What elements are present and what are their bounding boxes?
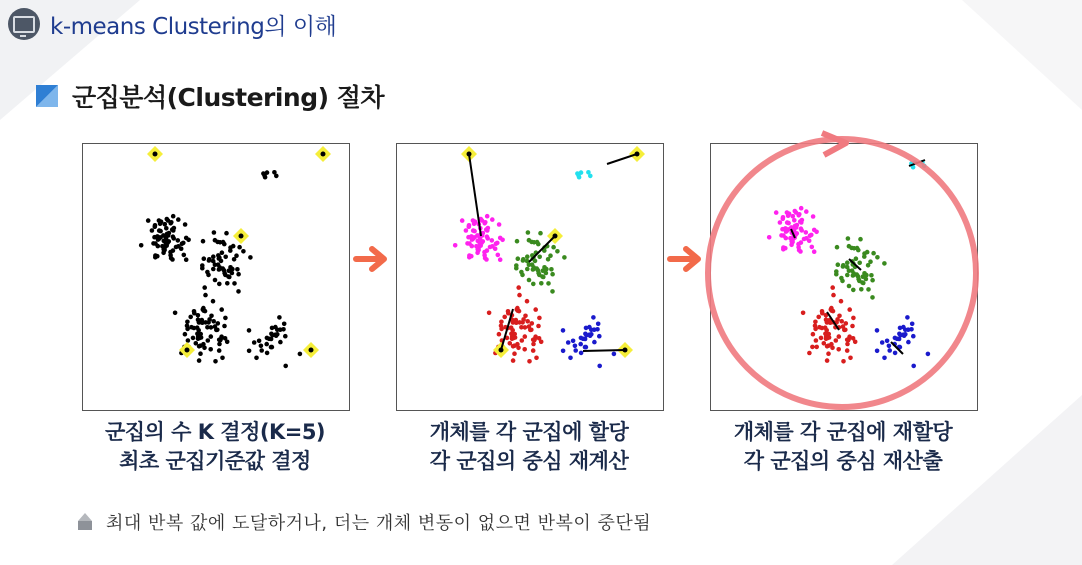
scatter-point	[511, 358, 516, 363]
scatter-point	[475, 251, 480, 256]
scatter-point	[550, 289, 555, 294]
section-title: 군집분석(Clustering) 절차	[72, 83, 385, 112]
scatter-point	[550, 272, 555, 277]
scatter-point	[532, 240, 537, 245]
scatter-point	[533, 307, 538, 312]
scatter-point	[527, 238, 532, 243]
scatter-point	[186, 338, 191, 343]
scatter-point	[236, 289, 241, 294]
scatter-point	[203, 293, 208, 298]
scatter-point	[183, 222, 188, 227]
scatter-point	[208, 347, 213, 352]
scatter-point	[239, 234, 244, 239]
scatter-point	[264, 342, 269, 347]
scatter-point	[153, 225, 158, 230]
section-heading	[36, 78, 384, 114]
scatter-point	[185, 320, 190, 325]
scatter-point	[584, 326, 589, 331]
scatter-point	[514, 263, 519, 268]
footnote-text: 최대 반복 값에 도달하거나, 더는 개체 변동이 없으면 반복이 중단됨	[106, 513, 652, 534]
scatter-point	[153, 152, 158, 157]
scatter-point	[166, 232, 171, 237]
scatter-point	[213, 324, 218, 329]
scatter-point	[498, 236, 503, 241]
scatter-point	[165, 217, 170, 222]
scatter-point	[596, 322, 601, 327]
scatter-point	[578, 342, 583, 347]
scatter-point	[188, 315, 193, 320]
scatter-point	[213, 278, 218, 283]
scatter-point	[536, 324, 541, 329]
scatter-point	[517, 293, 522, 298]
scatter-point	[217, 342, 222, 347]
scatter-point	[597, 364, 602, 369]
caption-line: 군집의 수 K 결정(K=5)	[104, 420, 326, 444]
scatter-point	[224, 231, 229, 236]
scatter-point	[211, 299, 216, 304]
scatter-point	[176, 238, 181, 243]
scatter-point	[516, 256, 521, 261]
scatter-point	[156, 244, 161, 249]
caption-line: 최초 군집기준값 결정	[119, 449, 311, 473]
scatter-point	[527, 324, 532, 329]
scatter-point	[184, 236, 189, 241]
scatter-point	[218, 337, 223, 342]
scatter-point	[531, 342, 536, 347]
scatter-point	[259, 348, 264, 353]
scatter-point	[254, 356, 259, 361]
scatter-point	[581, 337, 586, 342]
scatter-point	[277, 315, 282, 320]
scatter-point	[213, 359, 218, 364]
scatter-point	[490, 244, 495, 249]
scatter-point	[471, 228, 476, 233]
scatter-point	[587, 332, 592, 337]
scatter-point	[220, 250, 225, 255]
scatter-point	[269, 332, 274, 337]
panel-caption-3	[693, 418, 993, 476]
scatter-point	[490, 217, 495, 222]
scatter-point	[512, 343, 517, 348]
scatter-point	[185, 327, 190, 332]
scatter-point	[551, 245, 556, 250]
scatter-point	[236, 272, 241, 277]
scatter-point	[161, 251, 166, 256]
scatter-point	[482, 253, 487, 258]
scatter-point	[539, 281, 544, 286]
scatter-point	[196, 328, 201, 333]
scatter-point	[283, 334, 288, 339]
scatter-point	[194, 341, 199, 346]
scatter-point	[522, 347, 527, 352]
scatter-point	[473, 219, 478, 224]
scatter-point	[525, 267, 530, 272]
scatter-point	[192, 311, 197, 316]
scatter-point	[211, 267, 216, 272]
scatter-point	[182, 253, 187, 258]
scatter-point	[267, 337, 272, 342]
scatter-point	[219, 307, 224, 312]
scatter-point	[161, 233, 166, 238]
scatter-point	[577, 175, 582, 180]
scatter-point	[502, 315, 507, 320]
scatter-point	[499, 320, 504, 325]
scatter-point	[512, 351, 517, 356]
scatter-point	[225, 340, 230, 345]
scatter-point	[209, 334, 214, 339]
scatter-point	[546, 281, 551, 286]
scatter-point	[537, 316, 542, 321]
scatter-point	[201, 239, 206, 244]
caption-line: 각 군집의 중심 재계산	[429, 449, 629, 473]
scatter-point	[595, 327, 600, 332]
slide-header	[8, 8, 336, 40]
caption-line: 각 군집의 중심 재산출	[743, 449, 943, 473]
scatter-point	[597, 334, 602, 339]
scatter-point	[471, 237, 476, 242]
cube-bullet-icon	[76, 513, 94, 531]
scatter-point	[485, 248, 490, 253]
background-corner-top-right	[962, 0, 1082, 110]
scatter-point	[159, 219, 164, 224]
scatter-point	[514, 318, 519, 323]
scatter-point	[218, 240, 223, 245]
scatter-point	[211, 254, 216, 259]
scatter-point	[467, 225, 472, 230]
scatter-point	[139, 243, 144, 248]
scatter-point	[248, 255, 253, 260]
scatter-point	[181, 241, 186, 246]
scatter-point	[583, 332, 588, 337]
scatter-point	[497, 222, 502, 227]
scatter-point	[592, 340, 597, 345]
scatter-point	[541, 268, 546, 273]
scatter-point	[237, 245, 242, 250]
scatter-point	[508, 341, 513, 346]
scatter-point	[168, 253, 173, 258]
caption-line: 개체를 각 군집에 할당	[429, 420, 629, 444]
scatter-point	[220, 356, 225, 361]
scatter-point	[257, 339, 262, 344]
scatter-point	[270, 326, 275, 331]
scatter-point	[527, 278, 532, 283]
scatter-point	[164, 237, 169, 242]
scatter-point	[225, 281, 230, 286]
scatter-point	[475, 233, 480, 238]
scatter-point	[478, 243, 483, 248]
scatter-point	[478, 237, 483, 242]
scatter-point	[568, 356, 573, 361]
scatter-point	[506, 311, 511, 316]
scatter-point	[269, 345, 274, 350]
scatter-point	[298, 352, 303, 357]
scatter-point	[146, 218, 151, 223]
scatter-point	[203, 320, 208, 325]
scatter-point	[191, 336, 196, 341]
scatter-point	[464, 228, 469, 233]
scatter-point	[228, 248, 233, 253]
scatter-point	[222, 271, 227, 276]
scatter-point	[539, 340, 544, 345]
scatter-point	[583, 345, 588, 350]
scatter-point	[525, 319, 530, 324]
scatter-point	[183, 332, 188, 337]
scatter-point	[222, 324, 227, 329]
scatter-point	[200, 263, 205, 268]
scatter-point	[496, 253, 501, 258]
scatter-point	[527, 359, 532, 364]
scatter-point	[562, 255, 567, 260]
scatter-point	[213, 238, 218, 243]
scatter-point	[197, 358, 202, 363]
scatter-point	[206, 338, 211, 343]
scatter-point	[265, 351, 270, 356]
scatter-point	[517, 320, 522, 325]
blue-triangle-bullet-icon	[36, 85, 58, 107]
panel-caption-2	[379, 418, 679, 476]
scatter-point	[497, 332, 502, 337]
scatter-point	[487, 311, 492, 316]
scatter-point	[217, 255, 222, 260]
centroid-shift-line	[529, 236, 555, 262]
scatter-point	[198, 343, 203, 348]
scatter-point	[525, 299, 530, 304]
scatter-point	[573, 344, 578, 349]
scatter-point	[523, 325, 528, 330]
scatter-point	[586, 170, 591, 175]
scatter-point	[232, 281, 237, 286]
scatter-point	[485, 234, 490, 239]
scatter-point	[157, 237, 162, 242]
scatter-point	[515, 308, 520, 313]
scatter-point	[498, 257, 503, 262]
scatter-point	[235, 267, 240, 272]
scatter-panel-assignment	[396, 143, 664, 411]
scatter-point	[536, 271, 541, 276]
scatter-point	[495, 241, 500, 246]
scatter-point	[200, 318, 205, 323]
monitor-logo-icon	[8, 8, 40, 40]
scatter-point	[164, 243, 169, 248]
scatter-point	[571, 339, 576, 344]
scatter-point	[185, 348, 190, 353]
scatter-point	[537, 255, 542, 260]
scatter-point	[164, 226, 169, 231]
scatter-point	[541, 275, 546, 280]
scatter-point	[485, 214, 490, 219]
scatter-point	[176, 217, 181, 222]
scatter-point	[453, 243, 458, 248]
scatter-point	[321, 152, 326, 157]
scatter-plot-assignment	[397, 144, 663, 410]
scatter-point	[252, 340, 257, 345]
scatter-point	[549, 267, 554, 272]
scatter-point	[283, 364, 288, 369]
scatter-point	[511, 336, 516, 341]
scatter-point	[223, 316, 228, 321]
scatter-point	[247, 349, 252, 354]
scatter-point	[171, 214, 176, 219]
scatter-point	[209, 314, 214, 319]
scatter-point	[520, 338, 525, 343]
scatter-point	[222, 242, 227, 247]
scatter-point	[465, 241, 470, 246]
step-arrow-1-icon	[352, 244, 392, 274]
scatter-point	[499, 327, 504, 332]
scatter-point	[490, 238, 495, 243]
scatter-point	[460, 218, 465, 223]
scatter-point	[241, 249, 246, 254]
scatter-point	[281, 327, 286, 332]
centroid-shift-line	[607, 154, 637, 164]
scatter-point	[538, 231, 543, 236]
scatter-point	[515, 239, 520, 244]
scatter-point	[171, 248, 176, 253]
scatter-point	[227, 268, 232, 273]
scatter-point	[171, 228, 176, 233]
scatter-point	[232, 257, 237, 262]
scatter-point	[184, 257, 189, 262]
scatter-point	[272, 170, 277, 175]
scatter-point	[202, 256, 207, 261]
scatter-point	[211, 319, 216, 324]
centroid-shift-line	[583, 350, 625, 351]
scatter-point	[566, 340, 571, 345]
panel-caption-1	[65, 418, 365, 476]
scatter-point	[561, 328, 566, 333]
scatter-point	[531, 282, 536, 287]
scatter-point	[227, 275, 232, 280]
scatter-point	[202, 285, 207, 290]
scatter-point	[531, 348, 536, 353]
scatter-point	[467, 253, 472, 258]
scatter-point	[197, 336, 202, 341]
scatter-point	[171, 234, 176, 239]
scatter-point	[510, 328, 515, 333]
scatter-point	[223, 255, 228, 260]
scatter-point	[546, 257, 551, 262]
scatter-point	[531, 265, 536, 270]
scatter-point	[516, 285, 521, 290]
scatter-point	[485, 228, 490, 233]
scatter-point	[212, 230, 217, 235]
scatter-point	[211, 259, 216, 264]
scatter-point	[532, 337, 537, 342]
scatter-point	[470, 244, 475, 249]
scatter-point	[217, 348, 222, 353]
scatter-point	[555, 249, 560, 254]
scatter-point	[151, 241, 156, 246]
scatter-point	[579, 351, 584, 356]
scatter-point	[201, 308, 206, 313]
scatter-point	[525, 254, 530, 259]
scatter-point	[534, 356, 539, 361]
scatter-plot-initial	[83, 144, 349, 410]
scatter-point	[561, 349, 566, 354]
scatter-point	[536, 242, 541, 247]
scatter-point	[278, 340, 283, 345]
scatter-point	[176, 244, 181, 249]
scatter-point	[173, 311, 178, 316]
scatter-point	[519, 270, 524, 275]
scatter-point	[157, 228, 162, 233]
scatter-point	[247, 328, 252, 333]
scatter-point	[523, 334, 528, 339]
footnote	[76, 509, 651, 535]
scatter-point	[150, 228, 155, 233]
scatter-point	[217, 265, 222, 270]
scatter-point	[526, 230, 531, 235]
scatter-point	[198, 351, 203, 356]
scatter-point	[209, 325, 214, 330]
scatter-point	[282, 322, 287, 327]
scatter-point	[591, 315, 596, 320]
scatter-point	[309, 348, 314, 353]
scatter-point	[523, 314, 528, 319]
scatter-point	[217, 282, 222, 287]
scatter-point	[153, 253, 158, 258]
highlight-circle-annotation	[700, 125, 996, 417]
scatter-point	[573, 348, 578, 353]
scatter-point	[263, 175, 268, 180]
scatter-point	[612, 352, 617, 357]
caption-line: 개체를 각 군집에 재할당	[733, 420, 953, 444]
scatter-panel-initial-seeds	[82, 143, 350, 411]
scatter-point	[259, 344, 264, 349]
scatter-point	[273, 332, 278, 337]
scatter-point	[205, 270, 210, 275]
slide-title: k-means Clustering의 이해	[50, 13, 337, 40]
